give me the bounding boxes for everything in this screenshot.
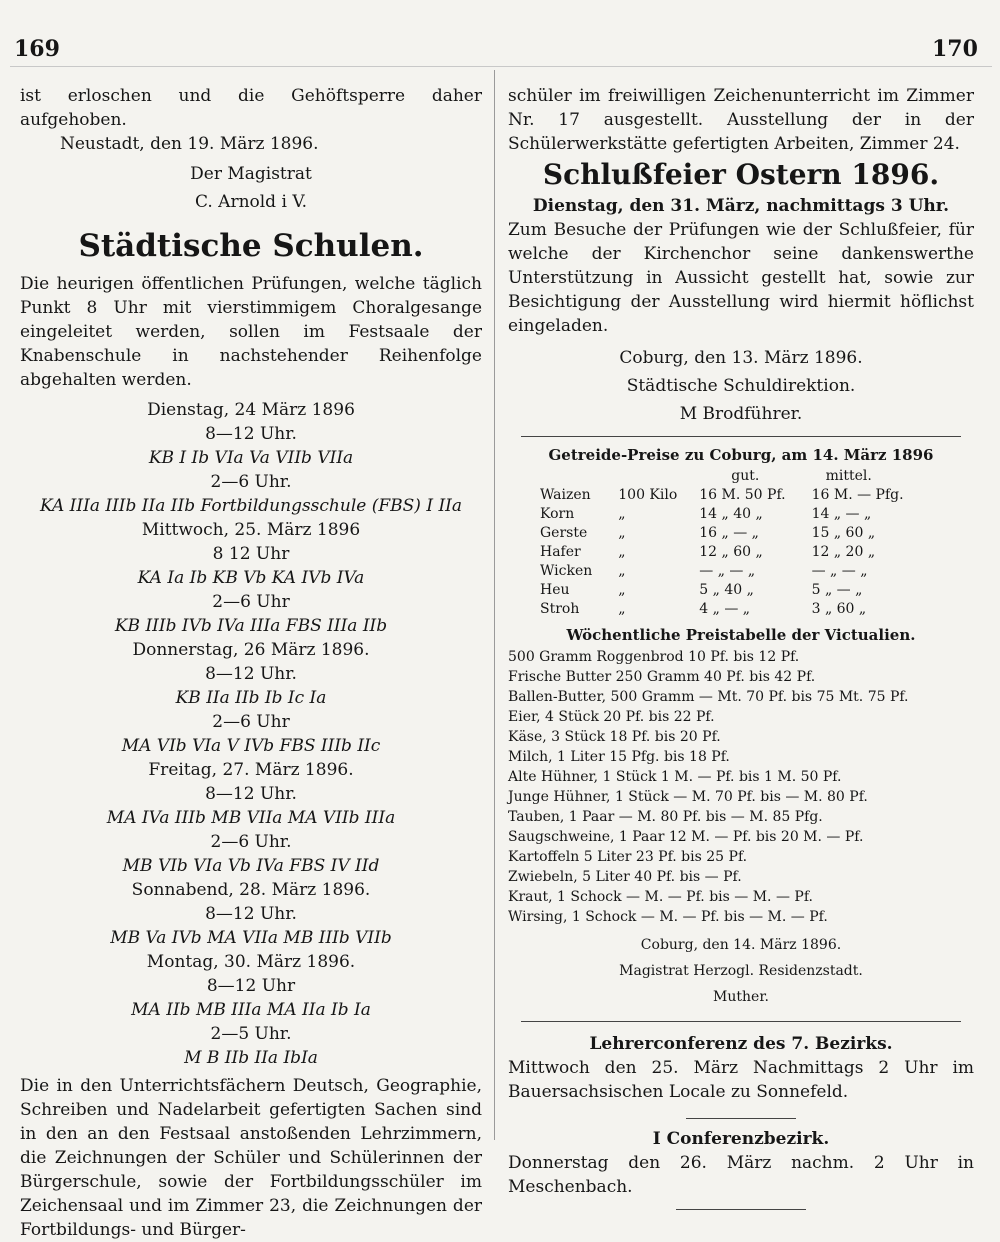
divider-rule [676,1209,806,1210]
conference-heading: I Conferenzbezirk. [652,1129,830,1149]
price-medium: 14 „ — „ [811,506,872,522]
price-good: 5 „ 40 „ [699,582,754,598]
schedule-time: Donnerstag, 26 März 1896. [132,640,370,660]
column-header: gut. [731,468,760,484]
price-good: 4 „ — „ [699,601,751,617]
grain-row [540,581,904,600]
grain-table-header [540,467,904,486]
schedule-time: Mittwoch, 25. März 1896 [141,520,361,540]
schedule-time: 8 12 Uhr [212,544,290,564]
grain-row [540,486,904,505]
grain-name: Heu [540,582,570,598]
schedule-classes: KA Ia Ib KB Vb KA IVb IVa [137,568,365,588]
conference-text: Donnerstag den 26. März nachm. 2 Uhr in Meschenbach. [508,1153,974,1197]
signature-name: C. Arnold i V. [194,192,308,212]
grain-row [540,600,904,619]
price-medium: 15 „ 60 „ [811,525,876,541]
schedule-time: Sonnabend, 28. März 1896. [131,880,371,900]
victual-item: 500 Gramm Roggenbrod 10 Pf. bis 12 Pf. [508,649,800,665]
exam-schedule [20,398,482,1070]
price-good: 12 „ 60 „ [699,544,763,560]
schedule-time: Freitag, 27. März 1896. [148,760,354,780]
schedule-classes: MA IIb MB IIIa MA IIa Ib Ia [131,1000,371,1020]
schedule-classes: MA VIb VIa V IVb FBS IIIb IIc [121,736,381,756]
divider-rule [521,436,961,437]
closing-paragraph: Die in den Unterrichtsfächern Deutsch, Geographie, Schreiben und Nadelarbeit gefertigten Sachen sind in den an den Festsaal anstoßenden Lehrzimmern, die Zeichnungen der Schüler und Schülerinnen der Bürgerschule, sowie der Fortbildungsschüler im Zeichensaal und im Zimmer 23, die Zeichnungen der Fortbildungs- und Bürger- [20,1076,482,1240]
victual-item: Tauben, 1 Paar — M. 80 Pf. bis — M. 85 Pfg. [508,809,823,825]
price-medium: 16 M. — Pfg. [811,487,904,503]
price-good: 16 „ — „ [699,525,759,541]
victual-item: Junge Hühner, 1 Stück — M. 70 Pf. bis — M. 80 Pf. [508,789,868,805]
schedule-time: 8—12 Uhr. [205,904,297,924]
page-number-left: 169 [14,36,60,62]
grain-quantity: „ [618,525,626,541]
grain-name: Hafer [540,544,581,560]
schedule-time: 2—6 Uhr [212,592,290,612]
grain-quantity: „ [618,563,626,579]
left-text-line: ist erloschen und die Gehöftsperre daher aufgehoben. [20,86,482,130]
victual-item: Kraut, 1 Schock — M. — Pf. bis — M. — Pf. [508,889,813,905]
conference-text: Mittwoch den 25. März Nachmittags 2 Uhr im Bauersachsischen Locale zu Sonnefeld. [508,1058,974,1102]
price-good: 14 „ 40 „ [699,506,763,522]
schedule-classes: MA IVa IIIb MB VIIa MA VIIb IIIa [106,808,396,828]
grain-row [540,562,904,581]
grain-quantity: „ [618,544,626,560]
signature-title: Städtische Schuldirektion. [626,376,856,396]
victual-item: Käse, 3 Stück 18 Pf. bis 20 Pf. [508,729,721,745]
grain-name: Waizen [540,487,591,503]
schedule-classes: MB VIb VIa Vb IVa FBS IV IId [122,856,380,876]
section-heading: Schlußfeier Ostern 1896. [542,158,940,191]
grain-name: Korn [540,506,575,522]
victual-signature-title: Magistrat Herzogl. Residenzstadt. [619,963,863,979]
victual-item: Alte Hühner, 1 Stück 1 M. — Pf. bis 1 M. 50 Pf. [508,769,842,785]
divider-rule [686,1118,796,1119]
schedule-time: 2—5 Uhr. [210,1024,292,1044]
victual-item: Frische Butter 250 Gramm 40 Pf. bis 42 Pf. [508,669,816,685]
grain-row [540,505,904,524]
divider-rule [521,1021,961,1022]
event-dateline: Dienstag, den 31. März, nachmittags 3 Uhr. [532,196,950,216]
grain-price-table [540,467,904,619]
grain-quantity: „ [618,506,626,522]
schedule-time: 8—12 Uhr [206,976,296,996]
schedule-time: 8—12 Uhr. [205,664,297,684]
conference-heading: Lehrerconferenz des 7. Bezirks. [589,1034,893,1054]
schedule-time: Montag, 30. März 1896. [146,952,356,972]
column-divider [494,70,495,1140]
schedule-time: 2—6 Uhr. [210,832,292,852]
place-date: Coburg, den 13. März 1896. [619,348,863,368]
grain-quantity: „ [618,582,626,598]
grain-quantity: 100 Kilo [618,487,678,503]
invitation-paragraph: Zum Besuche der Prüfungen wie der Schlußfeier, für welche der Kirchenchor seine dankenswerthe Unterstützung in Aussicht gestellt hat, sowie zur Besichtigung der Ausstellung wird hiermit höflichst eingeladen. [508,220,974,336]
price-medium: 5 „ — „ [811,582,863,598]
schedule-classes: KB IIa IIb Ib Ic Ia [175,688,327,708]
victual-item: Saugschweine, 1 Paar 12 M. — Pf. bis 20 M. — Pf. [508,829,864,845]
victual-item: Milch, 1 Liter 15 Pfg. bis 18 Pf. [508,749,730,765]
grain-row [540,543,904,562]
victual-signature-name: Muther. [713,989,769,1005]
victual-item: Ballen-Butter, 500 Gramm — Mt. 70 Pf. bis 75 Mt. 75 Pf. [508,689,909,705]
schedule-time: 8—12 Uhr. [205,784,297,804]
grain-row [540,524,904,543]
schedule-time: 2—6 Uhr [212,712,290,732]
grain-quantity: „ [618,601,626,617]
schedule-classes: M B IIb IIa IbIa [184,1048,318,1068]
grain-name: Gerste [540,525,588,541]
schedule-time: 2—6 Uhr. [210,472,292,492]
schedule-classes: MB Va IVb MA VIIa MB IIIb VIIb [110,928,392,948]
grain-name: Stroh [540,601,580,617]
left-text-line: Neustadt, den 19. März 1896. [60,134,319,154]
victual-table-title: Wöchentliche Preistabelle der Victualien. [566,626,916,644]
price-medium: 3 „ 60 „ [811,601,867,617]
signature-title: Der Magistrat [190,164,312,184]
victual-item: Zwiebeln, 5 Liter 40 Pf. bis — Pf. [508,869,742,885]
price-medium: — „ — „ [811,563,868,579]
continued-paragraph: schüler im freiwilligen Zeichenunterricht im Zimmer Nr. 17 ausgestellt. Ausstellung der in der Schülerwerkstätte gefertigten Arbeiten, Zimmer 24. [508,86,974,154]
header-rule [10,66,992,67]
victual-item: Wirsing, 1 Schock — M. — Pf. bis — M. — Pf. [508,909,828,925]
grain-name: Wicken [540,563,593,579]
schedule-classes: KB I Ib VIa Va VIIb VIIa [148,448,354,468]
intro-paragraph: Die heurigen öffentlichen Prüfungen, welche täglich Punkt 8 Uhr mit vierstimmigem Choralgesange eingeleitet werden, sollen im Festsaale der Knabenschule in nachstehender Reihenfolge abgehalten werden. [20,274,482,390]
victual-place-date: Coburg, den 14. März 1896. [640,937,842,953]
price-good: 16 M. 50 Pf. [699,487,786,503]
schedule-time: 8—12 Uhr. [205,424,297,444]
victual-item: Kartoffeln 5 Liter 23 Pf. bis 25 Pf. [508,849,748,865]
section-heading: Städtische Schulen. [78,228,424,264]
column-header: mittel. [825,468,872,484]
schedule-classes: KA IIIa IIIb IIa IIb Fortbildungsschule (FBS) I IIa [39,496,463,516]
right-column [508,84,974,1214]
signature-name: M Brodführer. [679,404,803,424]
grain-price-title: Getreide-Preise zu Coburg, am 14. März 1896 [548,446,934,464]
page-number-right: 170 [932,36,978,62]
victual-item: Eier, 4 Stück 20 Pf. bis 22 Pf. [508,709,715,725]
price-medium: 12 „ 20 „ [811,544,876,560]
victual-price-list [508,647,974,927]
schedule-classes: KB IIIb IVb IVa IIIa FBS IIIa IIb [114,616,388,636]
price-good: — „ — „ [699,563,756,579]
schedule-time: Dienstag, 24 März 1896 [147,400,355,420]
left-column [20,84,482,1242]
